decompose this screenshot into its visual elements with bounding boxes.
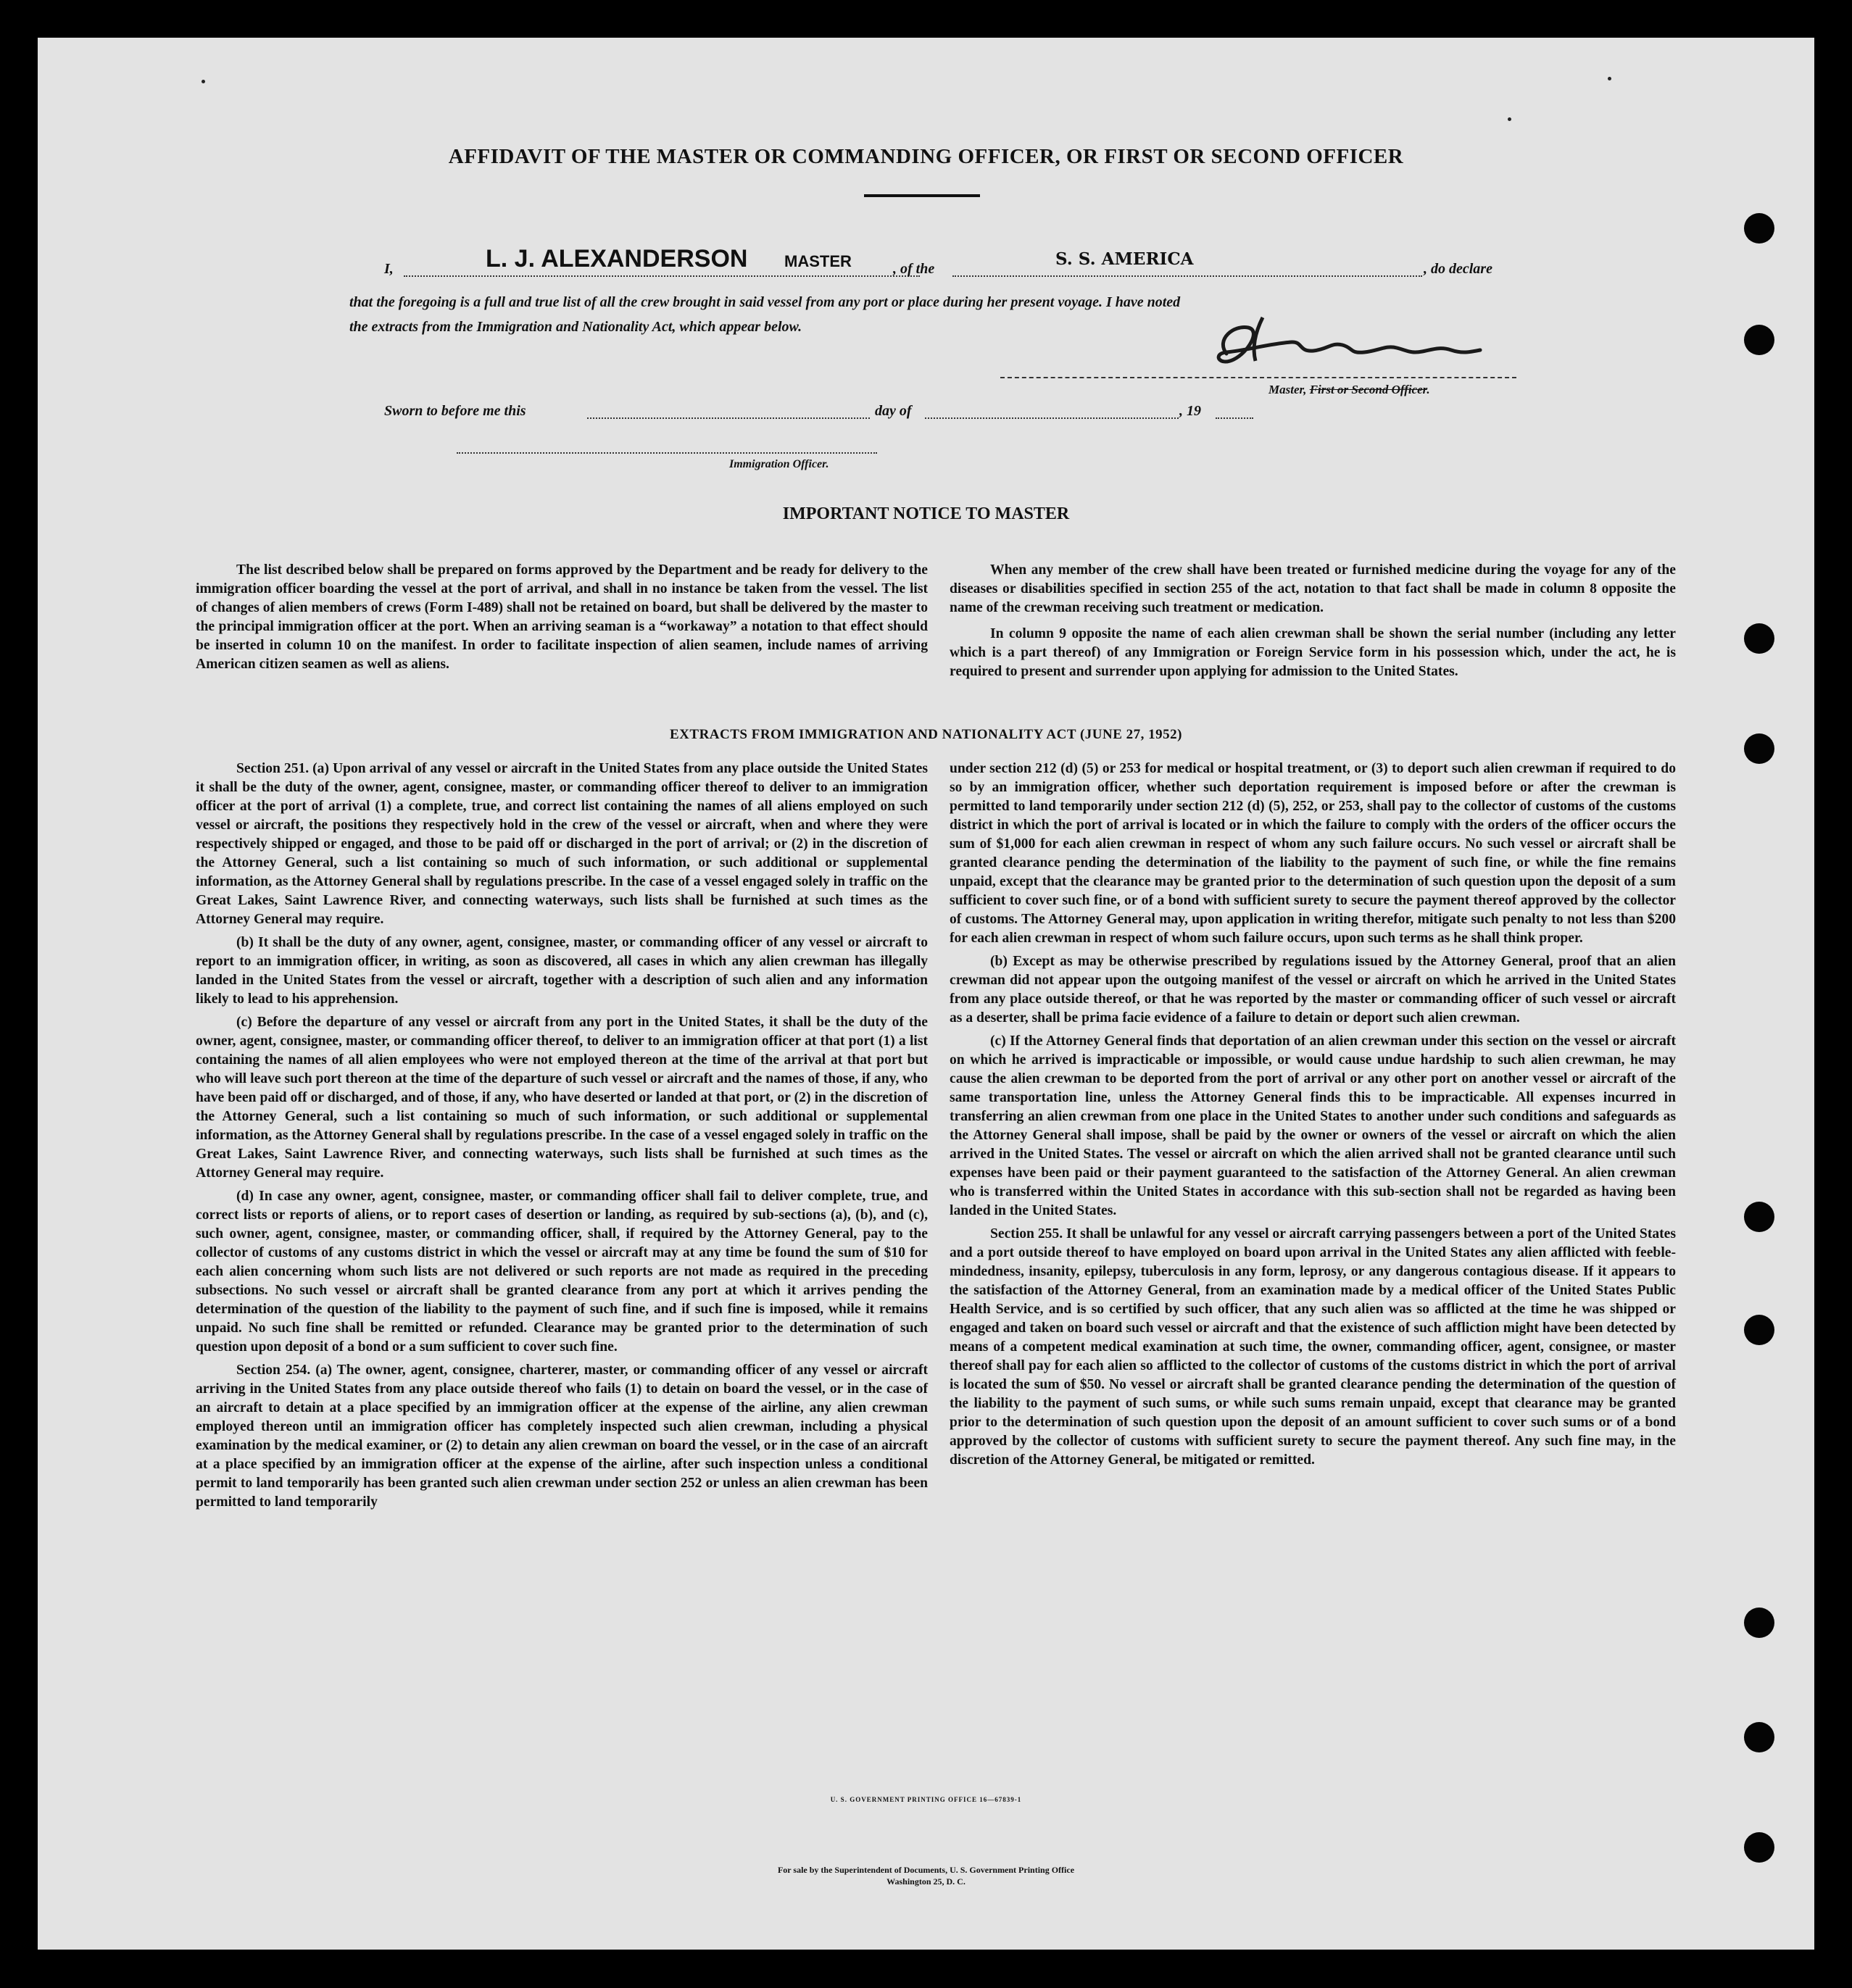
section-254-a-continued: under section 212 (d) (5) or 253 for medical or hospital treatment, or (3) to deport such alien crewman if required to do so by an immigration officer, whether such deportation requirement is imposed before or after the crewman is permitted to land temporarily under section 212 (d) (5), 252, or 253, shall pay to the collector of customs of the customs district in which the port of arrival is located or in which the failure to comply with the orders of the officer occurs the sum of $1,000 for each alien crewman in respect of whom any such failure occurs. No such vessel or aircraft shall be granted clearance pending the determination of the liability to the payment of such fine, or while the fine remains unpaid, except that the clearance may be granted prior to the determination of such question upon the deposit of a sum sufficient to cover such fine, or of a bond with sufficient surety to secure the payment thereof approved by the collector of customs. The Attorney General may, upon application in writing therefor, mitigate such penalty to not less than $200 for each alien crewman in respect of whom such failure occurs, upon such terms as he shall think proper.	[950, 761, 1676, 946]
extracts-title: EXTRACTS FROM IMMIGRATION AND NATIONALITY ACT (JUNE 27, 1952)	[670, 727, 1182, 742]
footer-line-1: For sale by the Superintendent of Documents, U. S. Government Printing Office	[777, 1865, 1075, 1875]
name-field-line	[404, 275, 920, 277]
scan-speck	[202, 80, 205, 83]
section-254-c: (c) If the Attorney General finds that deportation of an alien crewman under this section on the vessel or aircraft on which he arrived is impracticable or impossible, or would cause undue hardship to such alien crewman, he may cause the alien crewman to be deported from the port of arrival or any other port on another vessel or aircraft of the same transportation line, unless the Attorney General finds this to be impracticable. All expenses incurred in transferring an alien crewman from one place in the United States to another under such conditions and safeguards as the Attorney General shall impose, shall be paid by the owner or owners of the vessel or aircraft on which the alien arrived in the United States. The vessel or aircraft on which the alien arrived shall not be granted clearance until such expenses have been paid or their payment guaranteed to the satisfaction of the Attorney General. An alien crewman who is transferred within the United States in accordance with this sub-section shall not be regarded as having been landed in the United States.	[950, 1033, 1676, 1218]
notice-left-paragraph: The list described below shall be prepared on forms approved by the Department and be ready for delivery to the immigration officer boarding the vessel at the port of arrival, and shall in no instance be taken from the vessel. The list of changes of alien members of crews (Form I-489) shall not be retained on board, but shall be delivered by the master to the principal immigration officer at the port. When an arriving seaman is a “workaway” a notation to that effect should be inserted in column 10 on the manifest. In order to facilitate inspection of alien seamen, include names of arriving American citizen seamen as well as aliens.	[196, 562, 928, 672]
binder-hole	[1744, 733, 1774, 764]
notice-title: IMPORTANT NOTICE TO MASTER	[782, 504, 1070, 523]
title-divider	[864, 194, 980, 197]
signature-caption	[1268, 383, 1430, 397]
binder-hole	[1744, 325, 1774, 355]
binder-hole	[1744, 1722, 1774, 1752]
extracts-left-column	[196, 760, 928, 1516]
section-254-b: (b) Except as may be otherwise prescribed by regulations issued by the Attorney General, proof that an alien crewman did not appear upon the outgoing manifest of the vessel or aircraft on which he arrived in the United States from any place outside thereof, or that he was reported by the master or commanding officer of such vessel or aircraft as a deserter, shall be prima facie evidence of a failure to detain or deport such alien crewman.	[950, 954, 1676, 1026]
signature-caption-struck: First or Second Officer	[1309, 383, 1427, 396]
sworn-year-line	[1216, 417, 1253, 419]
sworn-label: Sworn to before me this	[384, 403, 526, 419]
signature-caption-prefix: Master,	[1268, 383, 1310, 396]
of-the-label: , of the	[893, 261, 935, 277]
sworn-day-line	[587, 417, 870, 419]
i-label: I,	[384, 261, 394, 277]
master-rank-value: MASTER	[784, 252, 852, 270]
section-255: Section 255. It shall be unlawful for any vessel or aircraft carrying passengers between a port of the United States and a port outside thereof to have employed on board upon arrival in the United States any alien afflicted with feeble-mindedness, insanity, epilepsy, tuberculosis in any form, leprosy, or any dangerous contagious disease. If it appears to the satisfaction of the Attorney General, from an examination made by a medical officer of the United States Public Health Service, and is so certified by such officer, that any such alien was so afflicted at the time he was shipped or engaged and taken on board such vessel or aircraft and that the existence of such affliction might have been detected by means of a competent medical examination at such time, the owner, commanding officer, agent, consignee, or master thereof shall pay for each alien so afflicted to the collector of customs of the customs district in which the port of arrival is located the sum of $50. No vessel or aircraft shall be granted clearance pending the determination of the question of the liability to the payment of such sums, or while such sums remain unpaid, except that clearance may be granted prior to the determination of such question upon the deposit of an amount sufficient to cover such sums or of a bond approved by the collector of customs with sufficient surety to secure the payment thereof. Any such fine may, in the discretion of the Attorney General, be mitigated or remitted.	[950, 1226, 1676, 1468]
affidavit-line-3: the extracts from the Immigration and Nationality Act, which appear below.	[349, 319, 802, 335]
affidavit-page	[38, 38, 1814, 1950]
binder-hole	[1744, 1832, 1774, 1863]
master-signature	[1147, 310, 1524, 375]
notice-right-paragraph-1: When any member of the crew shall have been treated or furnished medicine during the voyage for any of the diseases or disabilities specified in section 255 of the act, notation to that fact shall be made in column 8 opposite the name of the crewman receiving such treatment or medication.	[950, 562, 1676, 615]
affidavit-title: AFFIDAVIT OF THE MASTER OR COMMANDING OFFICER, OR FIRST OR SECOND OFFICER	[448, 145, 1404, 168]
binder-hole	[1744, 623, 1774, 654]
officer-caption: Immigration Officer.	[729, 458, 829, 470]
vessel-field-line	[952, 275, 1422, 277]
scan-speck	[1508, 117, 1511, 121]
notice-right-column	[950, 561, 1676, 686]
notice-right-paragraph-2: In column 9 opposite the name of each alien crewman shall be shown the serial number (including any letter which is a part thereof) of any Immigration or Foreign Service form in his possession which, under the act, he is required to present and surrender upon applying for admission to the United States.	[950, 626, 1676, 679]
signature-caption-suffix: .	[1427, 383, 1430, 396]
section-251-c: (c) Before the departure of any vessel or aircraft from any port in the United States, it shall be the duty of the owner, agent, consignee, master, or commanding officer thereof, to deliver to an immigration officer at that port (1) a list containing the names of all alien employees who were not employed thereon at the time of the arrival at that port but who will leave such port thereon at the time of the departure of such vessel or aircraft and the names of those, if any, who have been paid off or discharged, and of those, if any, who have deserted or landed at that port, or (2) in the discretion of the Attorney General, such a list containing so much of such information, or such additional or supplemental information, as the Attorney General shall by regulations prescribe. In the case of a vessel engaged solely in traffic on the Great Lakes, Saint Lawrence River, and connecting waterways, such lists shall be furnished at such times as the Attorney General may require.	[196, 1015, 928, 1181]
vessel-name-value: S. S. AMERICA	[1055, 249, 1194, 269]
scan-speck	[1608, 77, 1611, 80]
sale-footer	[38, 1864, 1814, 1887]
section-254-a: Section 254. (a) The owner, agent, consignee, charterer, master, or commanding officer of any vessel or aircraft arriving in the United States from any place outside thereof who fails (1) to detain on board the vessel, or in the case of an aircraft to detain at a place specified by an immigration officer at the expense of the airline, any alien crewman employed thereon until an immigration officer has completely inspected such alien crewman, including a physical examination by the medical examiner, or (2) to detain any alien crewman on board the vessel, or in the case of an aircraft at a place specified by an immigration officer at the expense of the airline, after such inspection unless a conditional permit to land temporarily has been granted such alien crewman under section 252 or unless an alien crewman has been permitted to land temporarily	[196, 1363, 928, 1510]
binder-hole	[1744, 1608, 1774, 1638]
binder-hole	[1744, 1315, 1774, 1345]
binder-hole	[1744, 1202, 1774, 1232]
day-of-label: day of	[875, 403, 912, 419]
notice-left-column	[196, 561, 928, 678]
section-251-b: (b) It shall be the duty of any owner, agent, consignee, master, or commanding officer of any vessel or aircraft to report to an immigration officer, in writing, as soon as discovered, all cases in which any alien crewman has illegally landed in the United States from the vessel or aircraft, together with a description of such alien and any information likely to lead to his apprehension.	[196, 935, 928, 1007]
section-251-a: Section 251. (a) Upon arrival of any vessel or aircraft in the United States from any place outside the United States it shall be the duty of the owner, agent, consignee, master, or commanding officer thereof to deliver to an immigration officer at the port of arrival (1) a complete, true, and correct list containing the names of all aliens employed on such vessel or aircraft, the positions they respectively hold in the crew of the vessel or aircraft, when and where they were respectively shipped or engaged, and those to be paid off or discharged in the port of arrival; or (2) in the discretion of the Attorney General, such a list containing so much of such information, or such additional or supplemental information, as the Attorney General shall by regulations prescribe. In the case of a vessel engaged solely in traffic on the Great Lakes, Saint Lawrence River, and connecting waterways, such lists shall be furnished at such times as the Attorney General may require.	[196, 761, 928, 927]
signature-line	[1000, 377, 1516, 378]
master-name-value: L. J. ALEXANDERSON	[486, 245, 748, 273]
affidavit-line-2: that the foregoing is a full and true list of all the crew brought in said vessel from any port or place during her present voyage. I have noted	[349, 294, 1181, 310]
binder-hole	[1744, 213, 1774, 244]
sworn-month-line	[925, 417, 1179, 419]
officer-signature-line	[457, 452, 877, 454]
extracts-right-column	[950, 760, 1676, 1474]
footer-line-2: Washington 25, D. C.	[886, 1876, 966, 1887]
printing-office-line: U. S. GOVERNMENT PRINTING OFFICE 16—67839-1	[830, 1796, 1022, 1803]
do-declare-label: , do declare	[1424, 261, 1492, 277]
section-251-d: (d) In case any owner, agent, consignee, master, or commanding officer shall fail to deliver complete, true, and correct lists or reports of aliens, or to report cases of desertion or landing, as required by sub-sections (a), (b), and (c), such owner, agent, consignee, master, or commanding officer, shall, if required by the Attorney General, pay to the collector of customs of any customs district in which the vessel or aircraft may at any time be found the sum of $10 for each alien concerning whom such lists are not delivered or such reports are not made as required in the preceding subsections. No such vessel or aircraft shall be granted clearance from any port at which it arrives pending the determination of the question of the liability to the payment of such fine, and if such fine is imposed, while it remains unpaid. No such fine shall be remitted or refunded. Clearance may be granted prior to the determination of such question upon deposit of a bond or a sum sufficient to cover such fine.	[196, 1189, 928, 1355]
year-label: , 19	[1179, 403, 1201, 419]
